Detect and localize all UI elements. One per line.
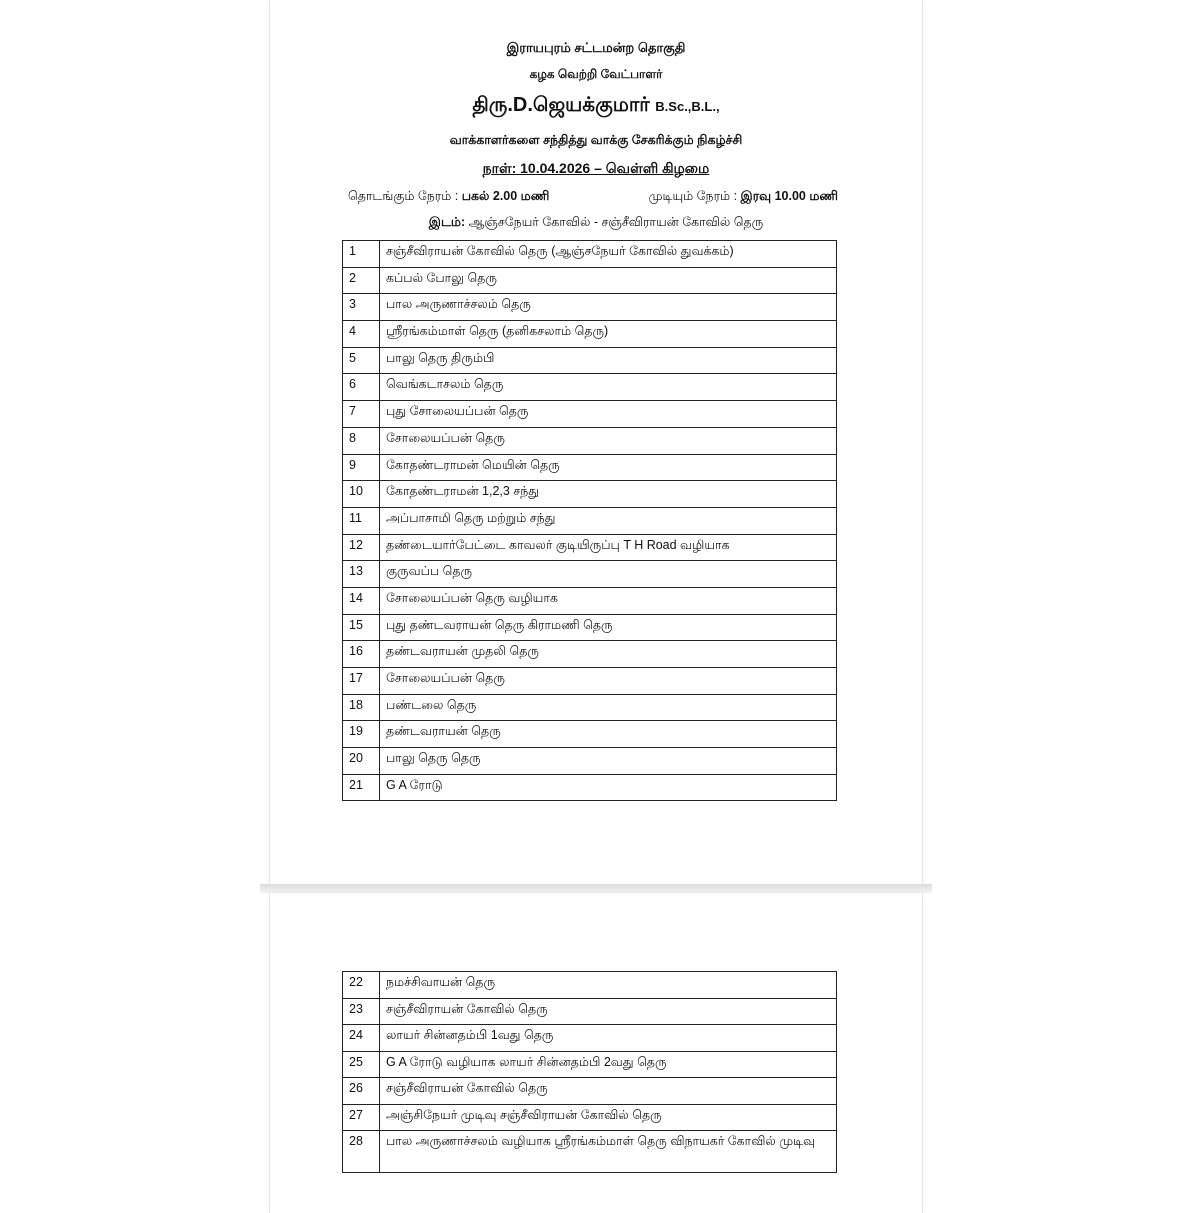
street-name: தண்டவராயன் முதலி தெரு xyxy=(380,641,837,668)
street-name: அஞ்சிநேயர் முடிவு சஞ்சீவிராயன் கோவில் தெரு xyxy=(380,1104,837,1131)
row-number: 9 xyxy=(343,454,380,481)
table-row xyxy=(343,998,837,1025)
street-name: கோதண்டராமன் 1,2,3 சந்து xyxy=(380,481,837,508)
row-number: 21 xyxy=(343,774,380,801)
event-date: நாள்: 10.04.2026 – வெள்ளி கிழமை xyxy=(482,160,710,176)
row-number: 20 xyxy=(343,748,380,775)
street-name: குருவப்ப தெரு xyxy=(380,561,837,588)
table-row xyxy=(343,321,837,348)
start-time xyxy=(348,189,549,205)
table-row xyxy=(343,748,837,775)
street-name: ஸ்ரீரங்கம்மாள் தெரு (தனிகசலாம் தெரு) xyxy=(380,321,837,348)
row-number: 23 xyxy=(343,998,380,1025)
document-page-2 xyxy=(270,893,922,1213)
table-row xyxy=(343,721,837,748)
row-number: 17 xyxy=(343,668,380,695)
street-name: அப்பாசாமி தெரு மற்றும் சந்து xyxy=(380,507,837,534)
document-page-1 xyxy=(270,0,922,884)
table-row xyxy=(343,587,837,614)
table-row xyxy=(343,774,837,801)
street-name: பால அருணாச்சலம் வழியாக ஸ்ரீரங்கம்மாள் தெரு விநாயகர் கோவில் முடிவு xyxy=(380,1131,837,1173)
street-name: சஞ்சீவிராயன் கோவில் தெரு (ஆஞ்சநேயர் கோவில் துவக்கம்) xyxy=(380,241,837,268)
table-row xyxy=(343,972,837,999)
table-row xyxy=(343,534,837,561)
table-row xyxy=(343,614,837,641)
venue-value: ஆஞ்சநேயர் கோவில் - சஞ்சீவிராயன் கோவில் தெரு xyxy=(468,215,764,229)
end-time-label: முடியும் நேரம் : xyxy=(648,189,738,203)
table-row xyxy=(343,481,837,508)
table-row xyxy=(343,1104,837,1131)
table-row xyxy=(343,668,837,695)
table-row xyxy=(343,401,837,428)
table-row xyxy=(343,454,837,481)
route-table-page-2 xyxy=(342,971,837,1173)
table-row xyxy=(343,1051,837,1078)
table-row xyxy=(343,507,837,534)
row-number: 11 xyxy=(343,507,380,534)
table-row xyxy=(343,1025,837,1052)
row-number: 22 xyxy=(343,972,380,999)
table-row xyxy=(343,347,837,374)
row-number: 28 xyxy=(343,1131,380,1173)
table-row xyxy=(343,241,837,268)
street-name: G A ரோடு xyxy=(380,774,837,801)
street-name: பண்டலை தெரு xyxy=(380,694,837,721)
street-name: தண்டவராயன் தெரு xyxy=(380,721,837,748)
street-name: சோலையப்பன் தெரு xyxy=(380,427,837,454)
street-name: லாயர் சின்னதம்பி 1வது தெரு xyxy=(380,1025,837,1052)
row-number: 25 xyxy=(343,1051,380,1078)
street-name: பால அருணாச்சலம் தெரு xyxy=(380,294,837,321)
row-number: 10 xyxy=(343,481,380,508)
start-time-label: தொடங்கும் நேரம் : xyxy=(348,189,459,203)
street-name: புது தண்டவராயன் தெரு கிராமணி தெரு xyxy=(380,614,837,641)
party-candidate-heading: கழக வெற்றி வேட்பாளர் xyxy=(529,67,663,81)
row-number: 3 xyxy=(343,294,380,321)
candidate-qualifications: B.Sc.,B.L., xyxy=(655,99,720,114)
street-name: சஞ்சீவிராயன் கோவில் தெரு xyxy=(380,998,837,1025)
row-number: 19 xyxy=(343,721,380,748)
table-row xyxy=(343,427,837,454)
row-number: 6 xyxy=(343,374,380,401)
table-row xyxy=(343,1131,837,1173)
end-time xyxy=(649,189,838,205)
candidate-name-heading xyxy=(270,94,922,119)
street-name: வெங்கடாசலம் தெரு xyxy=(380,374,837,401)
street-name: கப்பல் போலு தெரு xyxy=(380,267,837,294)
row-number: 14 xyxy=(343,587,380,614)
candidate-name: திரு.D.ஜெயக்குமார் xyxy=(472,94,650,116)
page-separator xyxy=(260,884,932,893)
row-number: 5 xyxy=(343,347,380,374)
street-name: பாலு தெரு தெரு xyxy=(380,748,837,775)
street-name: புது சோலையப்பன் தெரு xyxy=(380,401,837,428)
row-number: 4 xyxy=(343,321,380,348)
event-description: வாக்காளர்களை சந்தித்து வாக்கு சேகரிக்கும் நிகழ்ச்சி xyxy=(449,133,743,147)
row-number: 8 xyxy=(343,427,380,454)
table-row xyxy=(343,294,837,321)
row-number: 1 xyxy=(343,241,380,268)
end-time-value: இரவு 10.00 மணி xyxy=(740,189,838,203)
constituency-heading: இராயபுரம் சட்டமன்ற தொகுதி xyxy=(506,40,686,55)
table-row xyxy=(343,1078,837,1105)
venue-label: இடம்: xyxy=(428,215,466,229)
row-number: 24 xyxy=(343,1025,380,1052)
row-number: 26 xyxy=(343,1078,380,1105)
street-name: நமச்சிவாயன் தெரு xyxy=(380,972,837,999)
street-name: சோலையப்பன் தெரு xyxy=(380,668,837,695)
table-row xyxy=(343,267,837,294)
table-row xyxy=(343,374,837,401)
street-name: G A ரோடு வழியாக லாயர் சின்னதம்பி 2வது தெரு xyxy=(380,1051,837,1078)
table-row xyxy=(343,694,837,721)
row-number: 7 xyxy=(343,401,380,428)
street-name: தண்டையார்பேட்டை காவலர் குடியிருப்பு T H Road வழியாக xyxy=(380,534,837,561)
row-number: 13 xyxy=(343,561,380,588)
route-table-page-1 xyxy=(342,240,837,801)
table-row xyxy=(343,561,837,588)
street-name: பாலு தெரு திரும்பி xyxy=(380,347,837,374)
row-number: 2 xyxy=(343,267,380,294)
start-time-value: பகல் 2.00 மணி xyxy=(461,189,550,203)
row-number: 18 xyxy=(343,694,380,721)
row-number: 15 xyxy=(343,614,380,641)
row-number: 16 xyxy=(343,641,380,668)
row-number: 12 xyxy=(343,534,380,561)
street-name: கோதண்டராமன் மெயின் தெரு xyxy=(380,454,837,481)
street-name: சோலையப்பன் தெரு வழியாக xyxy=(380,587,837,614)
venue-line xyxy=(270,215,922,231)
street-name: சஞ்சீவிராயன் கோவில் தெரு xyxy=(380,1078,837,1105)
row-number: 27 xyxy=(343,1104,380,1131)
table-row xyxy=(343,641,837,668)
